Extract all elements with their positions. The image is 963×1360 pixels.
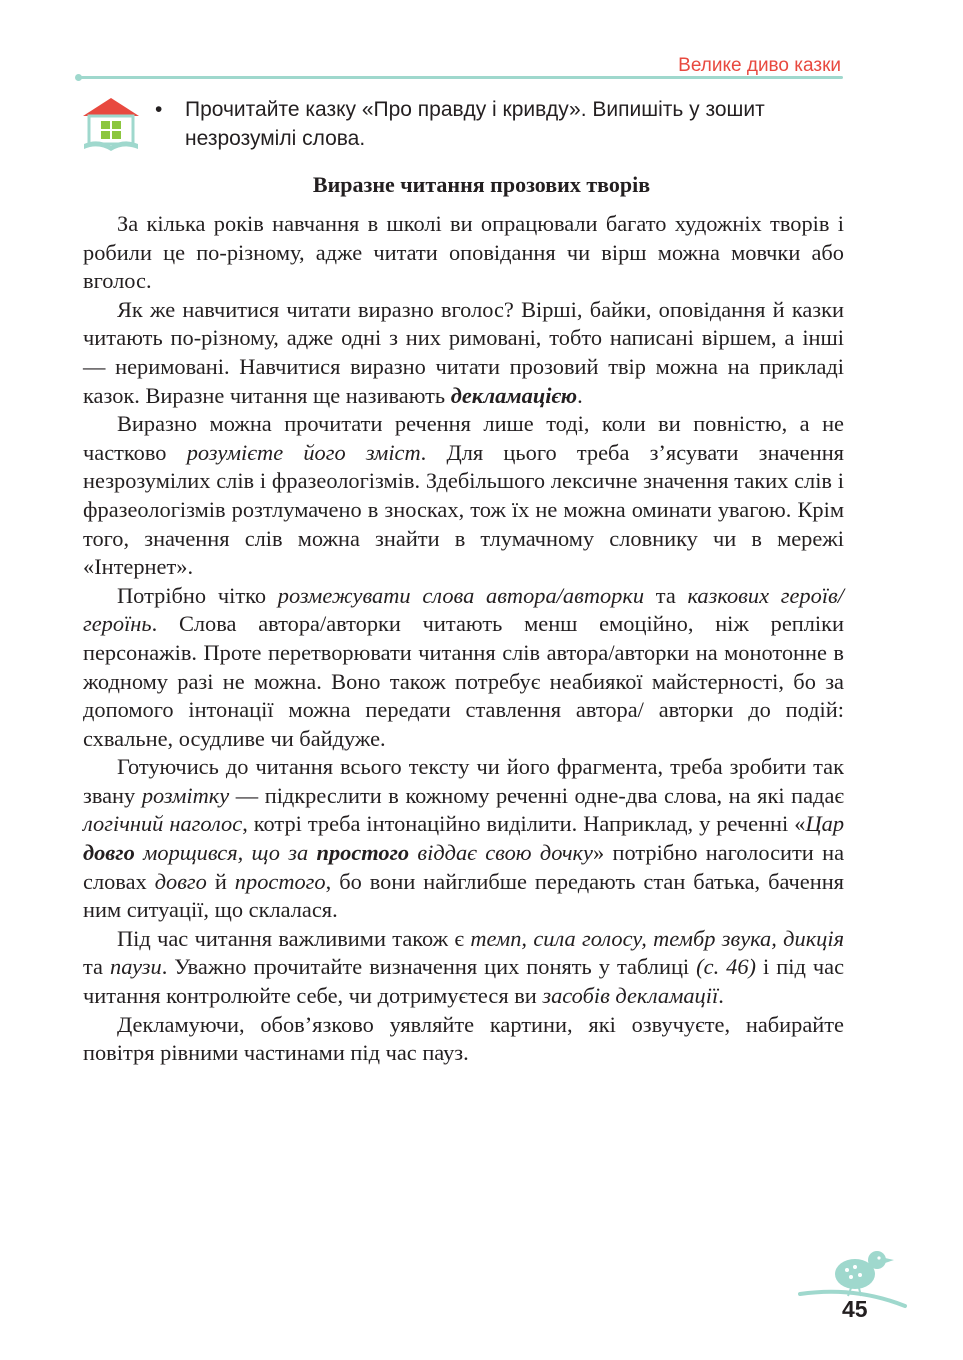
italic-term: розмежувати слова автора/авторки bbox=[277, 582, 645, 608]
italic-term: казкових героїв/героїнь bbox=[83, 582, 844, 637]
task-instruction bbox=[155, 95, 855, 153]
text-run: . Уважно прочитайте визначення цих понять у таблиці bbox=[161, 954, 697, 980]
text-run: , бо вони найглибше передають стан батька, бачення ним ситуації, що склалася. bbox=[83, 868, 844, 923]
paragraph bbox=[83, 753, 844, 925]
italic-term: розмітку bbox=[141, 782, 230, 808]
text-run: Виразно можна прочитати речення лише тоді, коли ви повністю, а не частково bbox=[83, 411, 844, 465]
paragraph bbox=[83, 925, 844, 1011]
text-run: і під час читання контролюйте себе, чи дотримуєтеся ви bbox=[83, 954, 845, 1009]
italic-term: темп, сила голосу, тембр звука, дикція bbox=[470, 925, 844, 951]
text-run: й bbox=[206, 868, 235, 894]
italic-term: логічний наголос bbox=[83, 811, 243, 837]
text-run: Потрібно чітко bbox=[117, 582, 278, 608]
text-run: Готуючись до читання всього тексту чи його фрагмента, треба зробити так звану bbox=[83, 754, 844, 808]
text-run: . Для цього треба з’ясувати значення незрозумілих слів і фразеологізмів. Здебільшого лексичне значення таких слів і фразеологізмів розтлумачено в зносках, тож їх не можна оминати увагою. Крім того, значення слів можна знайти в тлумачному словнику чи в мережі «Інтернет». bbox=[83, 439, 844, 580]
running-head: Велике диво казки bbox=[678, 55, 841, 76]
italic-term: віддає свою дочку bbox=[409, 840, 593, 866]
house-book-icon bbox=[80, 96, 142, 154]
text-run: , котрі треба інтонаційно виділити. Наприклад, у реченні « bbox=[242, 811, 806, 837]
text-run: . bbox=[577, 382, 583, 408]
task-text: Прочитайте казку «Про правду і кривду». Випишіть у зошит незрозумілі слова. bbox=[185, 98, 765, 150]
text-run: . bbox=[718, 983, 724, 1009]
paragraph bbox=[83, 1011, 844, 1068]
text-run: Як же навчитися читати виразно вголос? Вірші, байки, оповідання й казки читають по-різному, адже одні з них римовані, тобто написані віршем, а інші — неримовані. Навчитися виразно читати прозовий твір можна на прикладі казок. Виразне читання ще називають bbox=[83, 296, 844, 408]
text-run: . Слова автора/авторки читають менш емоційно, ніж репліки персонажів. Проте перетворювати читання слів автора/авторки на монотонне в жодному разі не можна. Воно також потребує неабиякої майстерності, бо за допомого інтонації можна передати ставлення автора/ авторки до подій: схвальне, осудливе чи байдуже. bbox=[83, 611, 844, 751]
italic-term: морщився, що за bbox=[134, 840, 317, 866]
italic-term: засобів декламації bbox=[542, 983, 719, 1009]
text-run: Декламуючи, обов’язково уявляйте картини, які озвучуєте, набирайте повітря рівними частинами під час пауз. bbox=[83, 1011, 844, 1066]
italic-term: (с. 46) bbox=[696, 954, 757, 980]
text-run: та bbox=[644, 582, 688, 608]
bold-italic-term: довго bbox=[83, 840, 135, 866]
section-title: Виразне читання прозових творів bbox=[312, 172, 651, 197]
text-run: За кілька років навчання в школі ви опрацювали багато художніх творів і робили це по-різному, адже читати оповідання чи вірш можна мовчки або вголос. bbox=[83, 211, 844, 294]
text-run: Під час читання важливими також є bbox=[117, 925, 471, 951]
body-text bbox=[83, 210, 844, 1068]
paragraph bbox=[83, 410, 844, 582]
italic-term: Цар bbox=[805, 811, 845, 837]
header-rule bbox=[78, 76, 843, 79]
italic-term: паузи bbox=[110, 954, 162, 980]
italic-term: розумієте його зміст bbox=[186, 439, 421, 465]
italic-term: простого bbox=[234, 868, 326, 894]
task-bullet: • bbox=[155, 98, 163, 121]
paragraph bbox=[83, 210, 844, 296]
paragraph bbox=[83, 582, 844, 754]
italic-term: довго bbox=[154, 868, 207, 894]
bold-italic-term: простого bbox=[316, 840, 410, 866]
bold-italic-term: декламацією bbox=[450, 382, 578, 408]
text-run: — підкреслити в кожному реченні одне-два слова, на які падає bbox=[229, 782, 844, 808]
text-run: » потрібно наголосити на словах bbox=[83, 840, 845, 894]
text-run: та bbox=[83, 954, 111, 980]
paragraph bbox=[83, 296, 844, 410]
page-number: 45 bbox=[842, 1296, 868, 1322]
